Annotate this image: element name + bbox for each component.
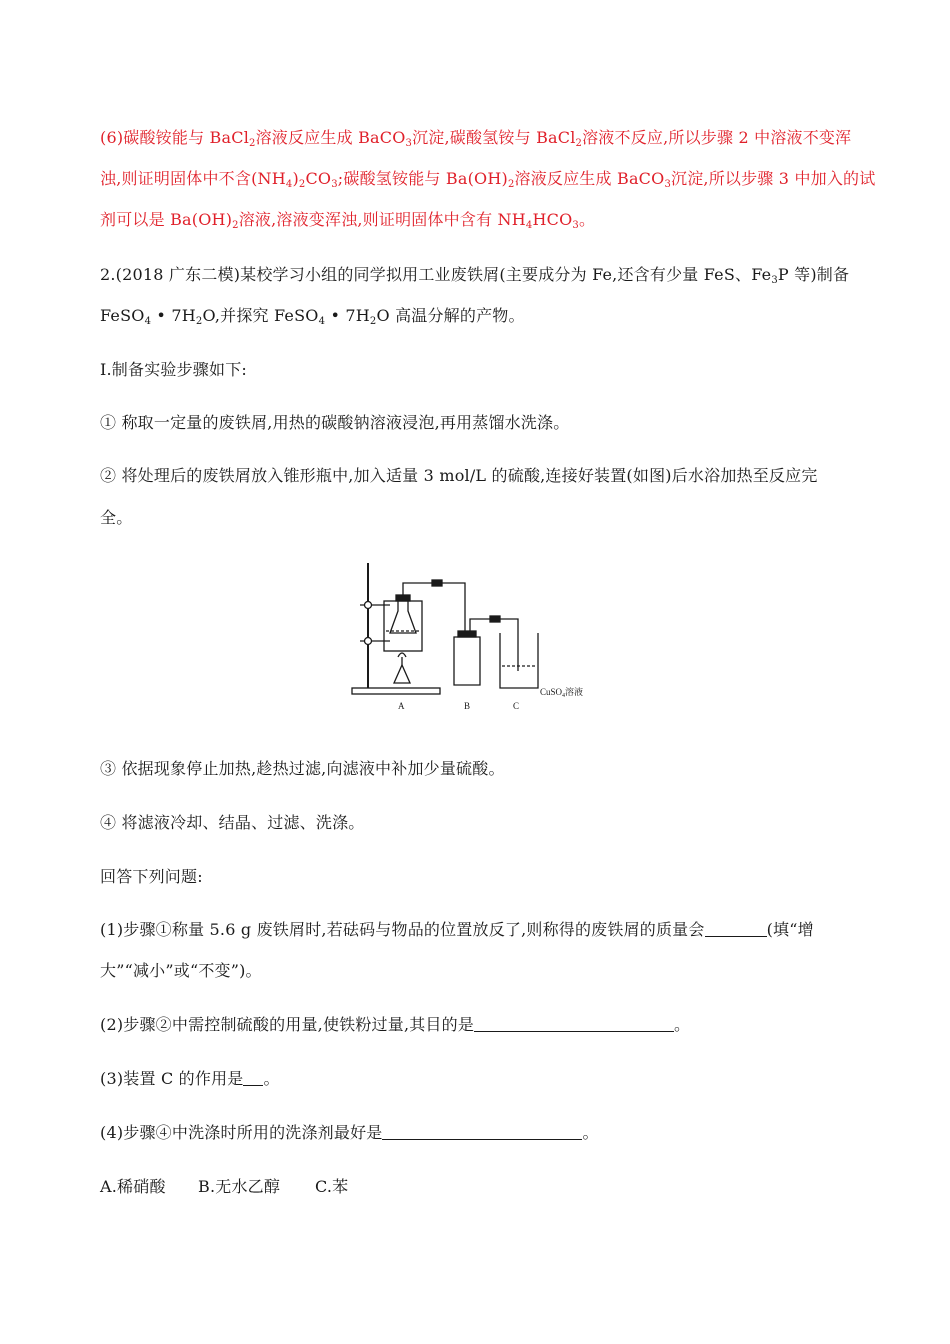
question2-line1: 2.(2018 广东二模)某校学习小组的同学拟用工业废铁屑(主要成分为 Fe,还含有少量 FeS、$Fe_3P$ 等)制备 [100,265,850,286]
water-bath-beaker [384,601,422,651]
conical-flask [390,601,416,633]
sub-question-2: (2)步骤②中需控制硫酸的用量,使铁粉过量,其目的是 。 [100,1015,691,1034]
option-c[interactable]: C.苯 [315,1177,349,1196]
sub-question-1-line1: (1)步骤①称量 5.6 g 废铁屑时,若砝码与物品的位置放反了,则称得的废铁屑的质量会 (填“增 [100,920,814,939]
step-2-line1: ② 将处理后的废铁屑放入锥形瓶中,加入适量 3 mol/L 的硫酸,连接好装置(如图)后水浴加热至反应完 [100,466,818,485]
sub-question-1-line2: 大”“减小”或“不变”)。 [100,961,262,980]
label-a: A [398,701,405,711]
stopper-b [458,631,476,637]
beaker-c [500,633,538,688]
bottle-b [454,637,480,685]
sub-question-4: (4)步骤④中洗涤时所用的洗涤剂最好是 。 [100,1123,599,1142]
tube-b-c [470,619,518,671]
answer-blank-2[interactable] [474,1017,674,1032]
stopper-a [396,595,410,601]
answer-blank-4[interactable] [382,1125,582,1140]
section-heading: Ⅰ.制备实验步骤如下: [100,360,247,379]
option-a[interactable]: A.稀硝酸 [100,1177,166,1196]
step-1: ① 称取一定量的废铁屑,用热的碳酸钠溶液浸泡,再用蒸馏水洗涤。 [100,413,570,432]
answer6-line3: 剂可以是 $Ba(OH)_2$溶液,溶液变浑浊,则证明固体中含有 $NH_4HCO_3$。 [100,210,596,231]
cuso4-label: CuSO$_4$溶液 [540,687,584,699]
answer6-line2: 浊,则证明固体中不含$(NH_4)_2CO_3$;碳酸氢铵能与 $Ba(OH)_2$溶液反应生成 BaCO$_3$沉淀,所以步骤 3 中加入的试 [100,169,876,190]
answer6-line1: (6)碳酸铵能与 BaCl$_2$溶液反应生成 BaCO$_3$沉淀,碳酸氢铵与 BaCl$_2$溶液不反应,所以步骤 2 中溶液不变浑 [100,128,852,149]
answer-blank-1[interactable] [705,922,767,937]
label-b: B [464,701,471,711]
answer-prompt: 回答下列问题: [100,867,203,886]
label-c: C [513,701,520,711]
step-3: ③ 依据现象停止加热,趁热过滤,向滤液中补加少量硫酸。 [100,759,505,778]
answer-blank-3[interactable] [243,1071,263,1086]
apparatus-figure [340,553,610,713]
question2-line2: FeSO$_4$ • $7H_2O$,并探究 FeSO$_4$ • $7H_2O$ 高温分解的产物。 [100,306,525,327]
sub-question-3: (3)装置 C 的作用是 。 [100,1069,280,1088]
stand-base [352,688,440,694]
options-row [100,1176,348,1198]
option-b[interactable]: B.无水乙醇 [198,1177,281,1196]
step-2-line2: 全。 [100,508,133,527]
alcohol-lamp [394,665,410,683]
step-4: ④ 将滤液冷却、结晶、过滤、洗涤。 [100,813,365,832]
